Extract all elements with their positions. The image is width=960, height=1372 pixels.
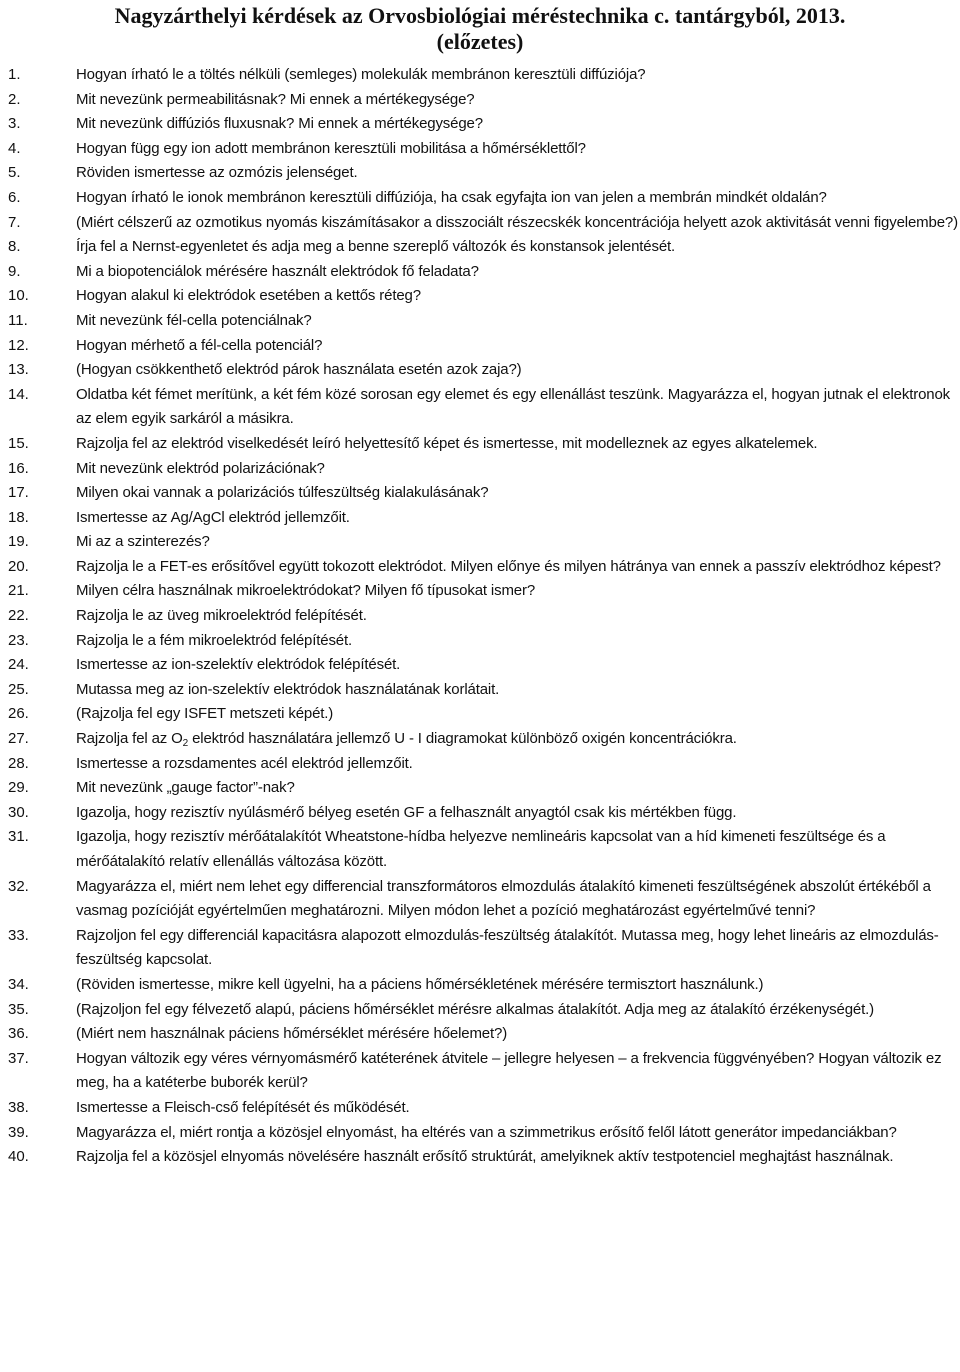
document-title (0, 3, 960, 55)
question-text: Milyen okai vannak a polarizációs túlfeszültség kialakulásának? (76, 484, 489, 502)
question-text: Oldatba két fémet merítünk, a két fém közé sorosan egy elemet és egy ellenállást teszünk. Magyarázza el, hogyan jutnak el elektronok az elem egyik sarkáról a másikra. (76, 385, 951, 428)
question-number: 25. (8, 680, 29, 698)
question-number: 11. (8, 311, 28, 329)
question-item (8, 875, 958, 924)
question-number: 23. (8, 631, 29, 649)
question-text: Mit nevezünk diffúziós fluxusnak? Mi ennek a mértékegysége? (76, 115, 483, 133)
question-text: Hogyan változik egy véres vérnyomásmérő katéterének átvitele – jellegre helyesen – a frekvencia függvényében? Hogyan változik ez meg, ha a katéterbe buborék kerül? (76, 1049, 942, 1092)
question-number: 34. (8, 975, 29, 993)
question-item (8, 604, 958, 629)
question-item (8, 1121, 958, 1146)
question-number: 10. (8, 287, 29, 305)
question-text: Rajzolja fel az elektród viselkedését leíró helyettesítő képet és ismertesse, mit modelleznek az egyes alkatelemek. (76, 434, 818, 452)
question-number: 1. (8, 66, 21, 83)
question-number: 13. (8, 361, 29, 379)
question-text: Ismertesse az ion-szelektív elektródok felépítését. (76, 656, 401, 674)
question-number: 21. (8, 582, 29, 600)
question-item (8, 998, 958, 1023)
question-number: 7. (8, 213, 21, 231)
question-text: Röviden ismertesse az ozmózis jelenséget. (76, 164, 358, 182)
question-number: 17. (8, 484, 29, 502)
question-item (8, 801, 958, 826)
question-text (76, 727, 958, 752)
question-item (8, 506, 958, 531)
question-text: (Hogyan csökkenthető elektród párok használata esetén azok zaja?) (76, 361, 522, 379)
question-number: 35. (8, 1000, 29, 1018)
question-number: 26. (8, 705, 29, 723)
question-item (8, 825, 958, 874)
question-number: 29. (8, 779, 29, 797)
question-text: Rajzolja le a FET-es erősítővel együtt tokozott elektródot. Milyen előnye és milyen hátránya van ennek a passzív elektródhoz képest? (76, 557, 941, 575)
question-text: Rajzolja fel a közösjel elnyomás növelésére használt erősítő struktúrát, amelyiknek aktív testpotenciel meghajtást használnak. (76, 1148, 894, 1166)
question-number: 18. (8, 508, 29, 526)
question-text: Mit nevezünk fél-cella potenciálnak? (76, 311, 312, 329)
question-item (8, 383, 958, 432)
question-number: 20. (8, 557, 29, 575)
question-text: (Miért célszerű az ozmotikus nyomás kiszámításakor a disszociált részecskék koncentrációja helyett azok aktivitását venni figyelembe?) (76, 213, 958, 231)
question-number: 38. (8, 1098, 29, 1116)
question-text: Rajzolja le a fém mikroelektród felépítését. (76, 631, 353, 649)
question-number: 4. (8, 139, 21, 157)
question-text: (Rajzoljon fel egy félvezető alapú, páciens hőmérséklet mérésre alkalmas átalakítót. Adja meg az átalakító érzékenységét.) (76, 1000, 874, 1018)
question-number: 31. (8, 828, 29, 846)
question-item (8, 555, 958, 580)
question-item (8, 358, 958, 383)
question-item (8, 727, 958, 752)
question-number: 32. (8, 877, 29, 895)
question-number: 9. (8, 262, 21, 280)
question-text: Ismertesse az Ag/AgCl elektród jellemzőit. (76, 508, 350, 526)
question-text: Hogyan függ egy ion adott membránon keresztüli mobilitása a hőmérséklettől? (76, 139, 586, 157)
question-item (8, 481, 958, 506)
question-item (8, 137, 958, 162)
question-text: Ismertesse a Fleisch-cső felépítését és működését. (76, 1098, 410, 1116)
title-line-2: (előzetes) (436, 29, 524, 54)
question-number: 37. (8, 1049, 29, 1067)
question-number: 8. (8, 238, 21, 256)
question-number: 3. (8, 115, 21, 133)
question-number: 19. (8, 533, 29, 551)
question-number: 14. (8, 385, 29, 403)
question-text: Mit nevezünk „gauge factor”-nak? (76, 779, 295, 797)
question-text: Hogyan írható le ionok membránon keresztüli diffúziója, ha csak egyfajta ion van jelen a membrán mindkét oldalán? (76, 188, 827, 206)
question-text: (Röviden ismertesse, mikre kell ügyelni, ha a páciens hőmérsékletének mérésére termisztort használunk.) (76, 975, 764, 993)
question-number: 39. (8, 1123, 29, 1141)
question-item (8, 678, 958, 703)
question-item (8, 776, 958, 801)
question-item (8, 112, 958, 137)
question-text-part: elektród használatára jellemző U - I diagramokat különböző oxigén koncentrációkra. (188, 730, 737, 748)
question-text: Hogyan alakul ki elektródok esetében a kettős réteg? (76, 287, 421, 305)
question-text: Milyen célra használnak mikroelektródokat? Milyen fő típusokat ismer? (76, 582, 536, 600)
question-number: 30. (8, 803, 29, 821)
question-item (8, 653, 958, 678)
question-number: 27. (8, 730, 29, 748)
question-number: 24. (8, 656, 29, 674)
question-item (8, 579, 958, 604)
question-item (8, 235, 958, 260)
question-number: 5. (8, 164, 21, 182)
question-text: Hogyan írható le a töltés nélküli (semleges) molekulák membránon keresztüli diffúziója? (76, 66, 646, 83)
question-item (8, 457, 958, 482)
question-item (8, 260, 958, 285)
question-item (8, 530, 958, 555)
question-text: Ismertesse a rozsdamentes acél elektród jellemzőit. (76, 754, 413, 772)
subscript: 2 (182, 738, 189, 750)
question-item (8, 752, 958, 777)
question-number: 36. (8, 1025, 29, 1043)
question-number: 28. (8, 754, 29, 772)
question-item (8, 334, 958, 359)
question-item (8, 284, 958, 309)
question-item (8, 973, 958, 998)
question-item (8, 702, 958, 727)
question-text: Rajzoljon fel egy differenciál kapacitásra alapozott elmozdulás-feszültség átalakítót. Mutassa meg, hogy lehet lineáris az elmozdulás-feszültség kapcsolat. (76, 926, 939, 969)
question-item (8, 309, 958, 334)
question-item (8, 211, 958, 236)
question-number: 12. (8, 336, 29, 354)
question-item (8, 63, 958, 88)
question-text: Igazolja, hogy rezisztív mérőátalakítót Wheatstone-hídba helyezve nemlineáris kapcsolat van a híd kimeneti feszültsége és a mérőátalakító relatív ellenállás változása között. (76, 828, 886, 870)
question-number: 22. (8, 607, 29, 625)
question-text: Rajzolja le az üveg mikroelektród felépítését. (76, 607, 367, 625)
question-text: (Rajzolja fel egy ISFET metszeti képét.) (76, 705, 334, 723)
question-text: Írja fel a Nernst-egyenletet és adja meg a benne szereplő változók és konstansok jelentését. (76, 238, 676, 256)
question-text: Hogyan mérhető a fél-cella potenciál? (76, 336, 323, 354)
question-number: 16. (8, 459, 29, 477)
question-number: 2. (8, 90, 21, 108)
question-text: Igazolja, hogy rezisztív nyúlásmérő bélyeg esetén GF a felhasznált anyagtól csak kis mértékben függ. (76, 803, 737, 821)
question-item (8, 88, 958, 113)
question-item (8, 924, 958, 973)
question-text: Mit nevezünk permeabilitásnak? Mi ennek a mértékegysége? (76, 90, 475, 108)
question-text: Mi a biopotenciálok mérésére használt elektródok fő feladata? (76, 262, 479, 280)
question-text: Mit nevezünk elektród polarizációnak? (76, 459, 325, 477)
question-item (8, 1145, 958, 1170)
question-number: 33. (8, 926, 29, 944)
question-number: 15. (8, 434, 29, 452)
question-text-part: Rajzolja fel az O (76, 730, 183, 748)
question-item (8, 629, 958, 654)
title-line-1: Nagyzárthelyi kérdések az Orvosbiológiai méréstechnika c. tantárgyból, 2013. (114, 3, 846, 28)
question-number: 6. (8, 188, 21, 206)
question-item (8, 432, 958, 457)
question-item (8, 161, 958, 186)
question-item (8, 186, 958, 211)
question-text: Magyarázza el, miért nem lehet egy differencial transzformátoros elmozdulás átalakító kimeneti feszültségének abszolút értékéből a vasmag pozícióját egyértelműen meghatározni. Milyen módon lehet a pozíció meghatározást egyértelművé tenni? (76, 877, 931, 920)
question-text: Mi az a szinterezés? (76, 533, 210, 551)
question-number: 40. (8, 1148, 29, 1166)
question-item (8, 1047, 958, 1096)
question-text: Mutassa meg az ion-szelektív elektródok használatának korlátait. (76, 680, 500, 698)
question-item (8, 1096, 958, 1121)
question-text: Magyarázza el, miért rontja a közösjel elnyomást, ha eltérés van a szimmetrikus erősítő felől látott generátor impedanciákban? (76, 1123, 897, 1141)
question-text: (Miért nem használnak páciens hőmérséklet mérésére hőelemet?) (76, 1025, 508, 1043)
question-list (8, 63, 958, 1170)
question-item (8, 1022, 958, 1047)
